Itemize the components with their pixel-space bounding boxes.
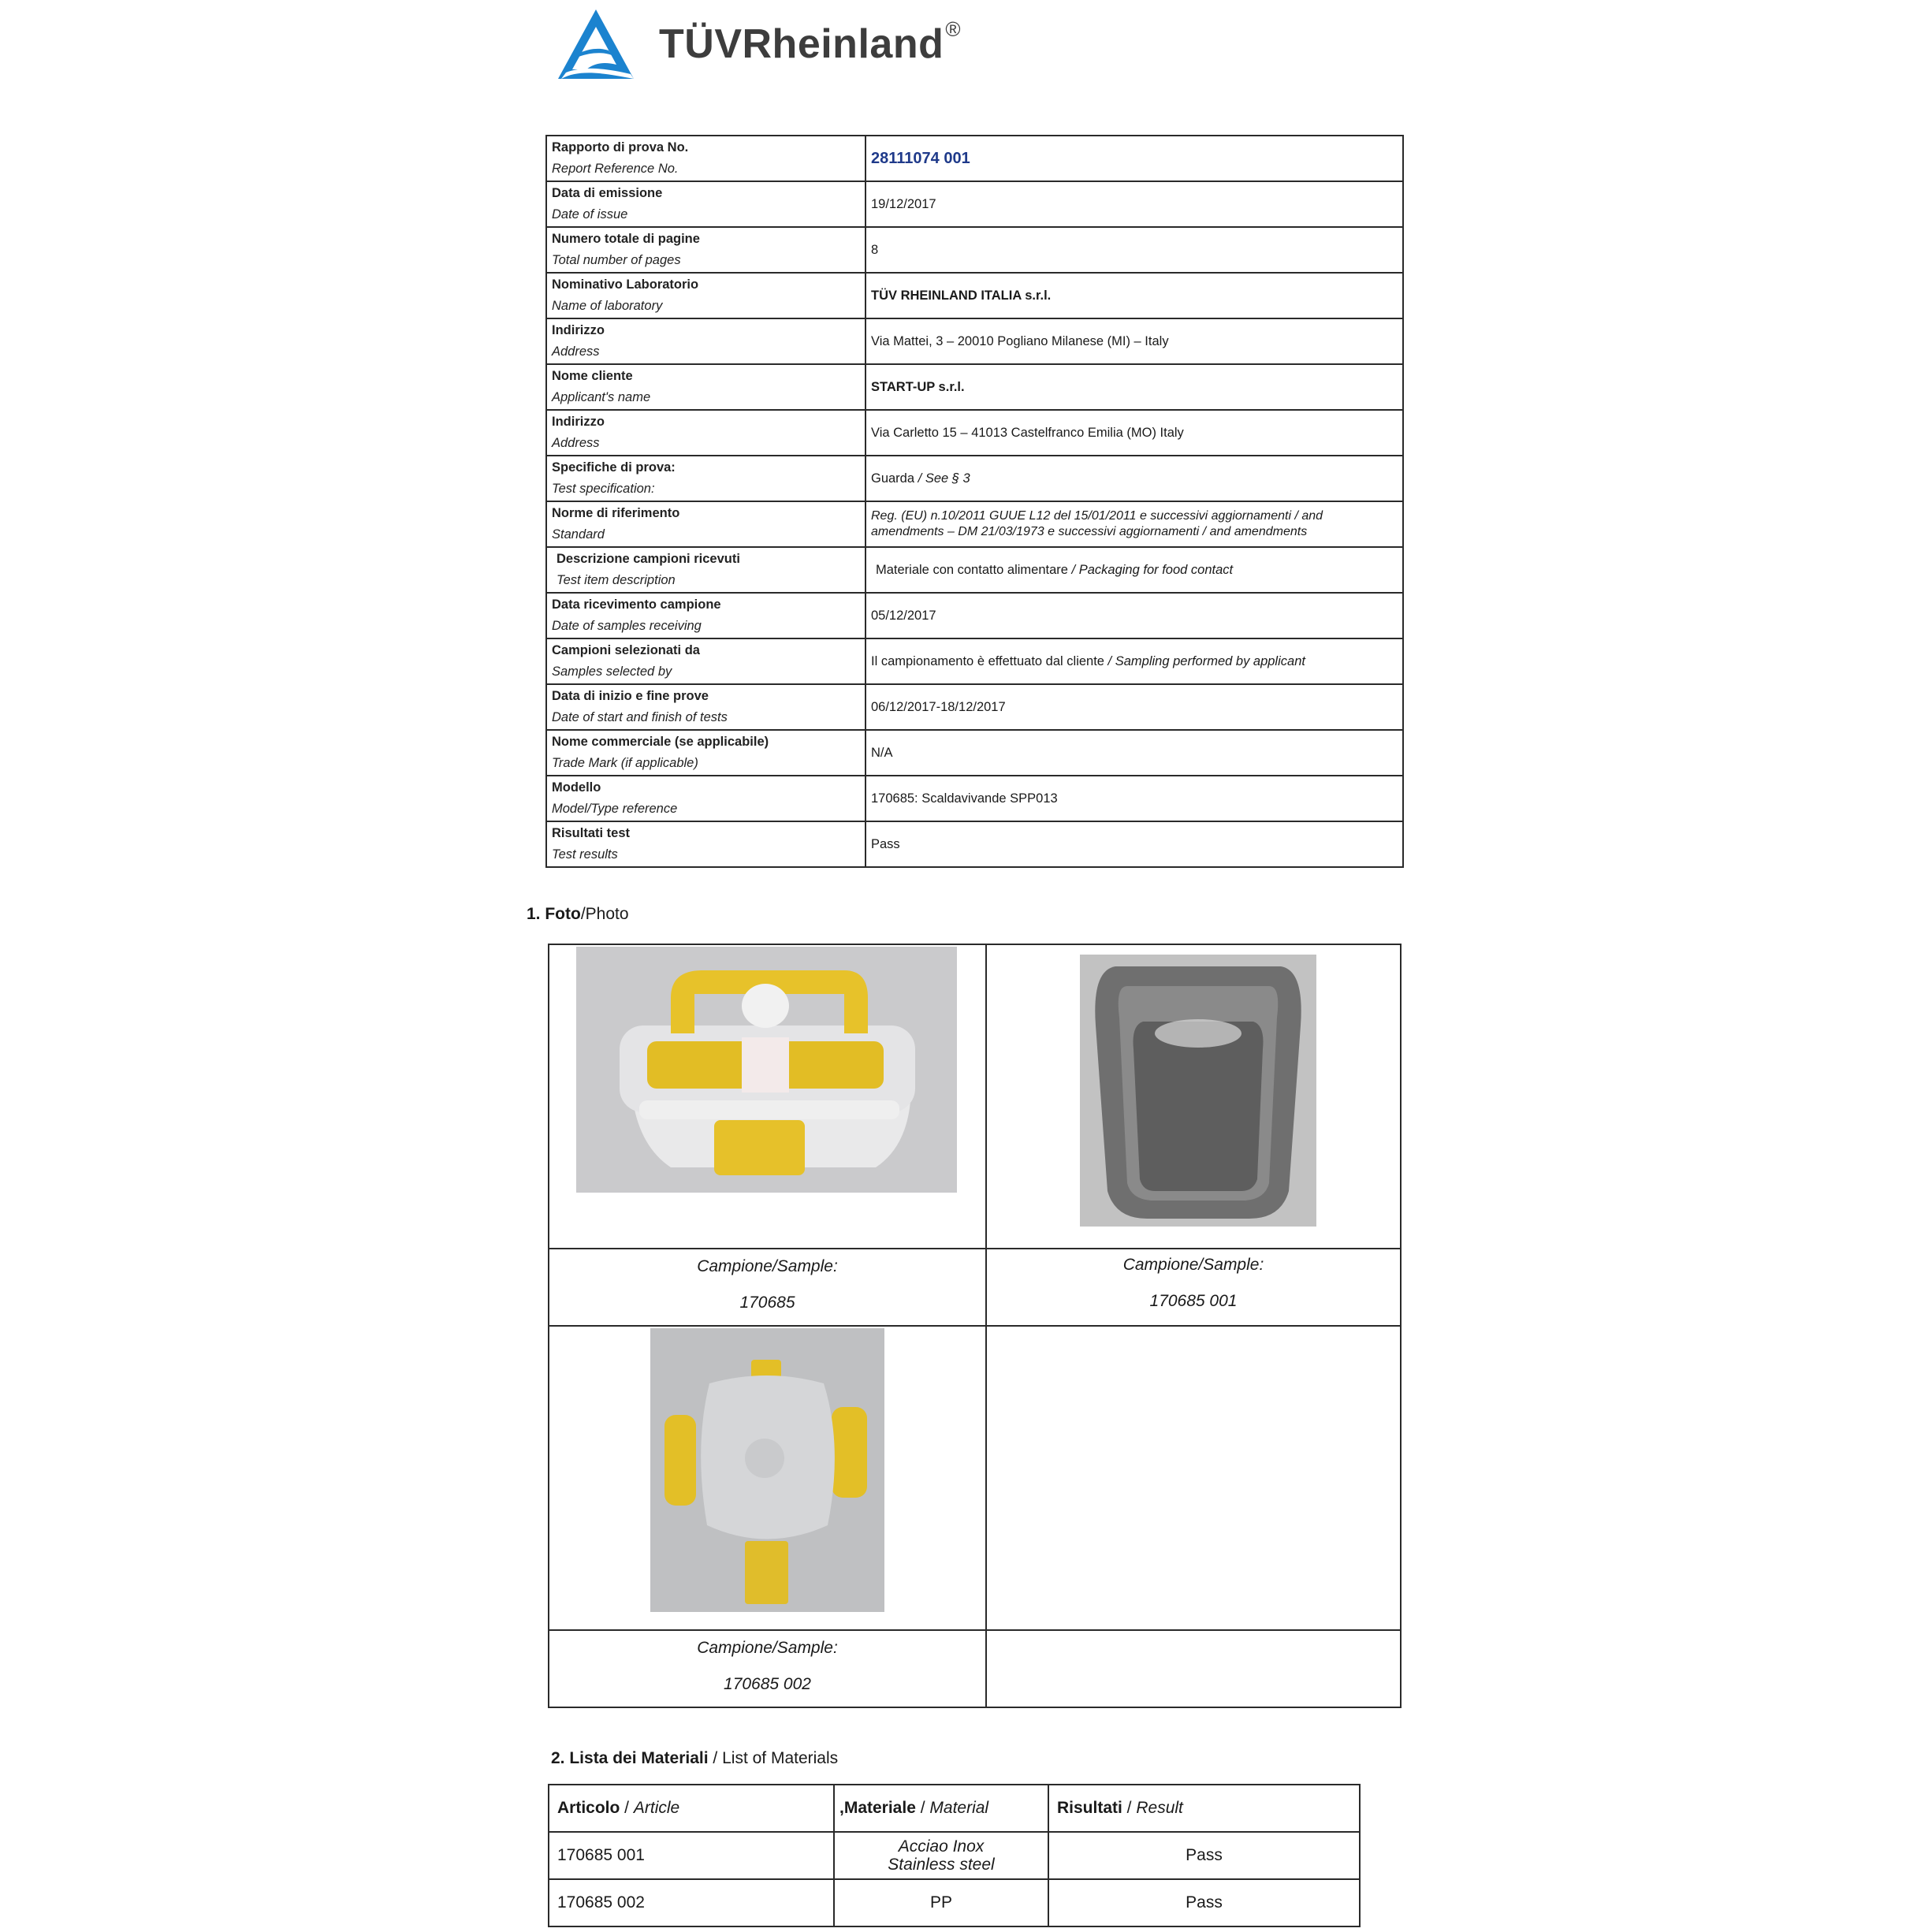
header-it: Risultati — [1057, 1799, 1122, 1817]
label-it: Specifiche di prova: — [552, 460, 676, 475]
value-cell — [865, 227, 1403, 273]
label-cell — [546, 456, 865, 501]
value-cell — [865, 593, 1403, 638]
label-cell — [546, 684, 865, 730]
table-row — [546, 730, 1403, 776]
table-row — [546, 273, 1403, 318]
value-cell — [865, 410, 1403, 456]
separator: / — [1104, 653, 1115, 668]
sample-caption: Campione/Sample: — [697, 1257, 838, 1275]
label-cell — [546, 593, 865, 638]
laboratory-name: TÜV RHEINLAND ITALIA s.r.l. — [871, 288, 1052, 303]
report-info-table — [545, 135, 1404, 868]
label-it: Risultati test — [552, 826, 631, 840]
label-cell — [546, 821, 865, 867]
table-row — [546, 364, 1403, 410]
value-cell — [865, 638, 1403, 684]
registered-mark: ® — [945, 17, 962, 41]
header-en: Material — [929, 1799, 989, 1817]
label-cell — [546, 364, 865, 410]
standard-line-1: Reg. (EU) n.10/2011 GUUE L12 del 15/01/2011 e successivi aggiornamenti / and — [871, 509, 1323, 523]
value-cell — [865, 821, 1403, 867]
separator: / — [708, 1749, 723, 1767]
article-cell: 170685 002 — [549, 1879, 834, 1926]
material-cell — [834, 1879, 1048, 1926]
label-it: Numero totale di pagine — [552, 232, 700, 246]
value-cell — [865, 181, 1403, 227]
header-en: Result — [1136, 1799, 1183, 1817]
lunch-box-illustration — [576, 947, 957, 1193]
value-cell — [865, 456, 1403, 501]
brand-name — [659, 17, 962, 68]
header-en: Article — [633, 1799, 680, 1817]
value-cell — [865, 136, 1403, 181]
photo-cell — [549, 1326, 986, 1630]
photo-row — [549, 944, 1401, 1249]
samples-received-date: 05/12/2017 — [871, 608, 936, 623]
separator: / — [1067, 562, 1079, 577]
table-row — [546, 181, 1403, 227]
label-en: Report Reference No. — [552, 162, 679, 176]
caption-cell — [549, 1249, 986, 1326]
applicant-address: Via Carletto 15 – 41013 Castelfranco Emilia (MO) Italy — [871, 425, 1184, 440]
result-cell: Pass — [1048, 1879, 1360, 1926]
label-it: Nominativo Laboratorio — [552, 277, 699, 292]
label-cell — [546, 273, 865, 318]
label-en: Name of laboratory — [552, 299, 663, 313]
materials-table — [548, 1784, 1361, 1927]
samples-selected-by-it: Il campionamento è effettuato dal cliente — [871, 653, 1104, 668]
samples-selected-by-en: Sampling performed by applicant — [1115, 653, 1305, 668]
label-cell — [546, 776, 865, 821]
caption-cell — [549, 1630, 986, 1707]
material-en: Stainless steel — [888, 1856, 995, 1874]
label-it: Indirizzo — [552, 415, 605, 429]
caption-row — [549, 1630, 1401, 1707]
test-item-description-en: Packaging for food contact — [1078, 562, 1234, 577]
label-cell — [546, 318, 865, 364]
photo-cell — [549, 944, 986, 1249]
value-cell — [865, 318, 1403, 364]
empty-caption-cell — [986, 1630, 1401, 1707]
header-result: Risultati / Result — [1048, 1785, 1360, 1832]
label-en: Samples selected by — [552, 664, 672, 679]
label-en: Address — [552, 344, 600, 359]
label-en: Address — [552, 436, 600, 450]
photo-frame — [549, 945, 985, 1248]
header-material: ,Materiale / Material — [834, 1785, 1048, 1832]
table-row — [546, 821, 1403, 867]
section-materials-title — [551, 1749, 838, 1768]
label-en: Standard — [552, 527, 605, 542]
sample-caption: Campione/Sample: — [697, 1639, 838, 1657]
label-it: Modello — [552, 780, 601, 795]
stainless-steel-tray-photo — [1080, 955, 1316, 1227]
table-row — [549, 1832, 1360, 1879]
label-cell — [546, 501, 865, 547]
section-number: 1. — [527, 905, 541, 923]
applicant-name: START-UP s.r.l. — [871, 379, 965, 394]
sample-number: 170685 002 — [724, 1675, 811, 1693]
test-specification-it: Guarda — [871, 471, 915, 486]
sample-number: 170685 — [739, 1294, 795, 1312]
label-it: Norme di riferimento — [552, 506, 680, 520]
yellow-white-lunch-box-photo — [576, 947, 957, 1193]
photo-row — [549, 1326, 1401, 1630]
label-it: Campioni selezionati da — [552, 643, 700, 657]
table-row — [549, 1879, 1360, 1926]
lunch-box-top-view-photo — [650, 1328, 884, 1612]
header-it: ,Materiale — [839, 1799, 916, 1817]
label-cell — [546, 547, 865, 593]
test-dates: 06/12/2017-18/12/2017 — [871, 699, 1006, 714]
label-en: Model/Type reference — [552, 802, 678, 816]
model-reference: 170685: Scaldavivande SPP013 — [871, 791, 1058, 806]
tuv-triangle-logo-icon — [555, 6, 637, 82]
label-it: Nome cliente — [552, 369, 633, 383]
trade-mark: N/A — [871, 745, 893, 760]
table-row — [546, 684, 1403, 730]
tuv-rheinland-logo — [555, 6, 961, 82]
label-cell — [546, 181, 865, 227]
label-en: Date of start and finish of tests — [552, 710, 728, 724]
label-en: Total number of pages — [552, 253, 681, 267]
label-cell — [546, 730, 865, 776]
photo-frame — [987, 945, 1400, 1248]
separator: / — [914, 471, 925, 486]
label-cell — [546, 638, 865, 684]
table-row — [546, 501, 1403, 547]
label-cell — [546, 136, 865, 181]
test-specification-en: See § 3 — [925, 471, 970, 486]
result-cell: Pass — [1048, 1832, 1360, 1879]
caption-row — [549, 1249, 1401, 1326]
material-value: PP — [929, 1893, 952, 1912]
label-en: Date of samples receiving — [552, 619, 702, 633]
label-it: Rapporto di prova No. — [552, 140, 689, 154]
header-it: Articolo — [557, 1799, 620, 1817]
brand-text: TÜVRheinland — [659, 21, 944, 67]
material-it: Acciao Inox — [898, 1837, 985, 1856]
table-row — [546, 456, 1403, 501]
label-cell — [546, 227, 865, 273]
section-title-en: /Photo — [580, 905, 629, 923]
label-it: Data ricevimento campione — [552, 597, 721, 612]
steel-tray-illustration — [1080, 955, 1316, 1227]
label-en: Applicant's name — [552, 390, 651, 404]
table-row — [546, 638, 1403, 684]
test-item-description-it: Materiale con contatto alimentare — [876, 562, 1068, 577]
label-en: Test results — [552, 847, 618, 862]
material-cell — [834, 1832, 1048, 1879]
laboratory-address: Via Mattei, 3 – 20010 Pogliano Milanese (MI) – Italy — [871, 333, 1169, 348]
table-row — [546, 227, 1403, 273]
label-it: Indirizzo — [552, 323, 605, 337]
label-en: Test item description — [557, 573, 676, 587]
table-header-row — [549, 1785, 1360, 1832]
photo-cell — [986, 944, 1401, 1249]
header-article: Articolo / Article — [549, 1785, 834, 1832]
value-cell — [865, 273, 1403, 318]
label-en: Date of issue — [552, 207, 628, 221]
value-cell — [865, 730, 1403, 776]
label-it: Descrizione campioni ricevuti — [557, 552, 740, 566]
value-cell — [865, 501, 1403, 547]
caption-cell — [986, 1249, 1401, 1326]
table-row — [546, 318, 1403, 364]
date-of-issue: 19/12/2017 — [871, 196, 936, 211]
value-cell — [865, 776, 1403, 821]
photo-grid — [548, 944, 1402, 1708]
section-title-it: 2. Lista dei Materiali — [551, 1749, 709, 1767]
label-it: Data di inizio e fine prove — [552, 689, 709, 703]
table-row — [546, 410, 1403, 456]
label-en: Test specification: — [552, 482, 655, 496]
report-reference-number: 28111074 001 — [871, 149, 970, 167]
empty-photo-cell — [986, 1326, 1401, 1630]
test-results: Pass — [871, 836, 900, 851]
value-cell — [865, 547, 1403, 593]
section-photo-title — [527, 905, 629, 924]
label-en: Trade Mark (if applicable) — [552, 756, 698, 770]
sample-number: 170685 001 — [1149, 1292, 1238, 1310]
total-pages: 8 — [871, 242, 879, 257]
standard-line-2: amendments – DM 21/03/1973 e successivi aggiornamenti / and amendments — [871, 525, 1308, 538]
label-it: Nome commerciale (se applicabile) — [552, 735, 769, 749]
value-cell — [865, 684, 1403, 730]
sample-caption: Campione/Sample: — [1122, 1256, 1264, 1274]
photo-frame — [549, 1327, 985, 1629]
value-cell — [865, 364, 1403, 410]
section-title-en: List of Materials — [722, 1749, 839, 1767]
table-row — [546, 547, 1403, 593]
table-row — [546, 136, 1403, 181]
article-cell: 170685 001 — [549, 1832, 834, 1879]
label-it: Data di emissione — [552, 186, 663, 200]
lunch-box-top-illustration — [650, 1328, 884, 1612]
section-title-it: Foto — [545, 905, 581, 923]
table-row — [546, 593, 1403, 638]
table-row — [546, 776, 1403, 821]
label-cell — [546, 410, 865, 456]
